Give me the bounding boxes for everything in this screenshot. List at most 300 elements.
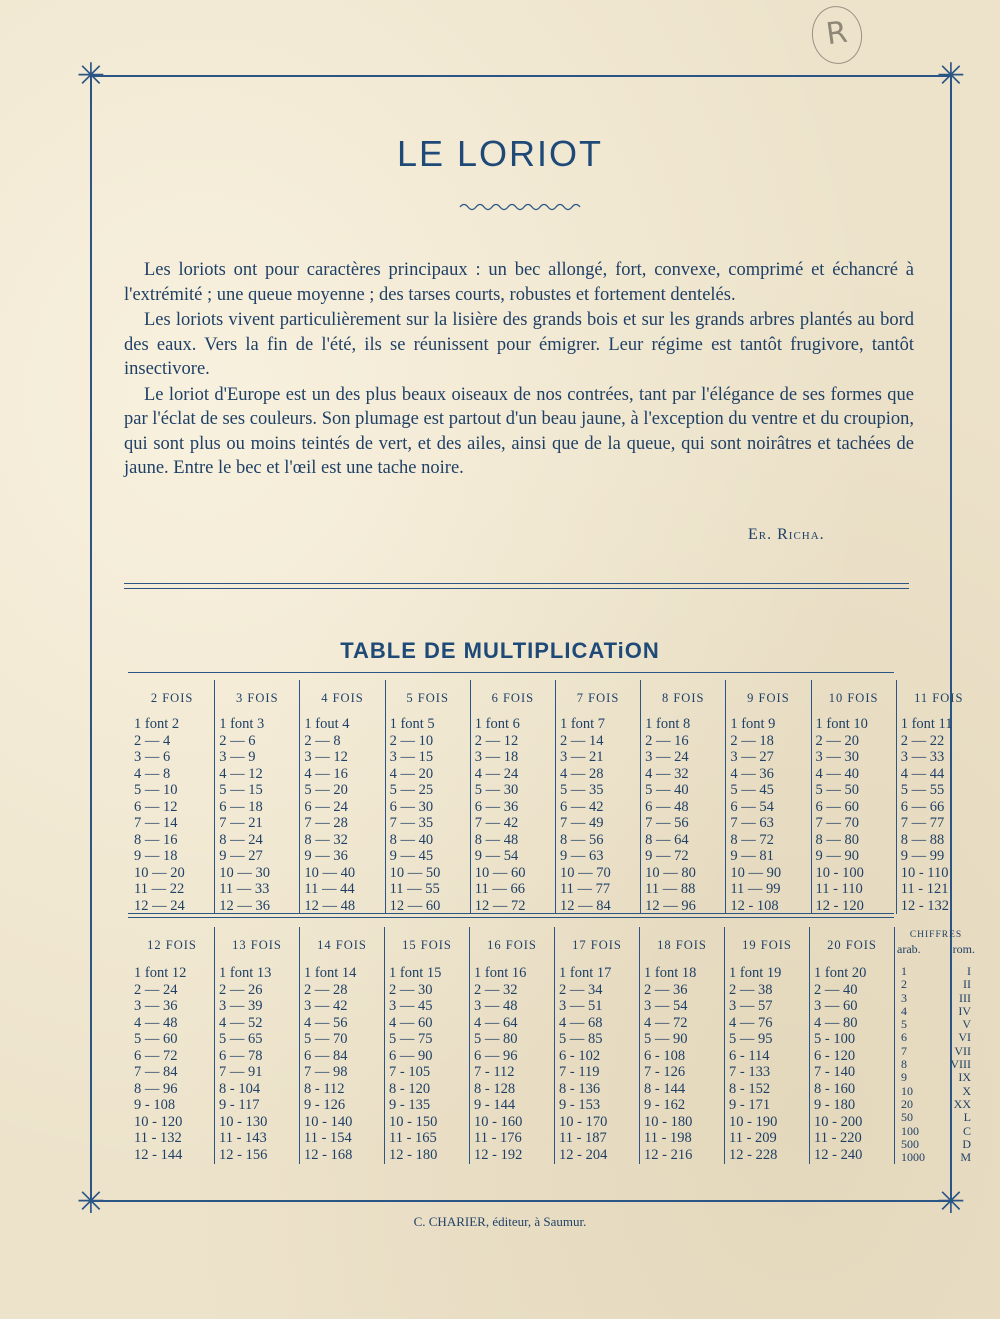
article-body xyxy=(124,258,914,482)
table-cell: 12 - 144 xyxy=(134,1146,183,1163)
table-cell: 2 — 40 xyxy=(814,981,858,998)
table-cell: 10 - 140 xyxy=(304,1113,353,1130)
table-cell: 6 - 114 xyxy=(729,1047,770,1064)
table-column xyxy=(385,965,470,1164)
table-cell: 5 — 85 xyxy=(559,1031,603,1047)
roman-number: V xyxy=(962,1017,971,1032)
table-cell: 11 - 209 xyxy=(729,1130,777,1146)
table-cell: 5 — 35 xyxy=(559,782,604,798)
table-cell: 6 — 12 xyxy=(134,798,178,815)
table-cell: 7 - 112 xyxy=(474,1064,515,1080)
table-cell: 7 — 56 xyxy=(645,815,689,831)
table-cell: 4 — 32 xyxy=(645,765,689,782)
roman-number: M xyxy=(960,1150,971,1165)
table-cell: 11 — 55 xyxy=(389,881,440,897)
table-cell: 10 - 130 xyxy=(219,1113,268,1130)
table-cell: 2 — 20 xyxy=(815,732,859,749)
roman-row xyxy=(901,1111,971,1124)
column-header: 19 FOIS xyxy=(725,927,810,965)
table-cell: 10 - 180 xyxy=(644,1113,693,1130)
column-header: 8 FOIS xyxy=(641,680,726,716)
table-cell: 6 — 42 xyxy=(559,798,604,815)
separator-rule xyxy=(124,588,909,589)
column-header: 16 FOIS xyxy=(470,927,555,965)
table-cell: 7 — 63 xyxy=(730,815,774,831)
table-cell: 8 — 48 xyxy=(474,831,519,848)
table-cell: 9 - 180 xyxy=(814,1097,856,1113)
table-cell: 12 - 120 xyxy=(815,897,864,914)
table-cell: 11 - 187 xyxy=(559,1130,607,1146)
table-cell: 12 - 108 xyxy=(730,897,779,914)
table-cell: 7 — 42 xyxy=(474,815,519,831)
table-cell: 12 - 156 xyxy=(219,1146,268,1163)
arab-number: 7 xyxy=(901,1043,907,1058)
roman-row xyxy=(901,1071,971,1084)
arab-label: arab. xyxy=(897,942,921,956)
roman-number: II xyxy=(963,977,971,992)
table-cell: 6 - 120 xyxy=(814,1047,856,1064)
table-cell: 3 — 12 xyxy=(304,749,348,765)
table-cell: 11 - 121 xyxy=(900,881,949,897)
roman-number: III xyxy=(959,990,971,1005)
table-cell: 1 font 2 xyxy=(134,716,180,732)
table-cell: 11 - 132 xyxy=(134,1130,182,1146)
table-cell: 11 - 110 xyxy=(815,881,863,897)
table-cell: 4 — 64 xyxy=(474,1014,518,1031)
roman-number: D xyxy=(962,1136,971,1151)
table-cell: 10 — 40 xyxy=(304,864,356,881)
table-cell: 5 — 90 xyxy=(644,1031,688,1047)
table-cell: 11 - 198 xyxy=(644,1130,692,1146)
table-cell: 10 — 70 xyxy=(559,864,611,881)
table-cell: 2 — 10 xyxy=(389,732,434,749)
table-cell: 4 — 36 xyxy=(730,765,774,782)
table-cell: 6 — 90 xyxy=(389,1047,433,1064)
arab-number: 500 xyxy=(901,1136,919,1151)
corner-ornament-icon: ✳ xyxy=(936,1182,966,1222)
publisher-footer: C. CHARIER, éditeur, à Saumur. xyxy=(413,1214,587,1229)
table-cell: 5 — 95 xyxy=(729,1031,773,1047)
table-cell: 10 - 120 xyxy=(134,1113,183,1130)
table-cell: 3 — 54 xyxy=(644,998,688,1014)
table-cell: 9 — 27 xyxy=(219,848,263,864)
table-cell: 10 - 190 xyxy=(729,1113,778,1130)
archive-stamp: R xyxy=(808,3,866,67)
table-column xyxy=(130,965,215,1164)
column-header: 9 FOIS xyxy=(726,680,811,716)
table-column xyxy=(810,965,895,1164)
table-cell: 1 font 13 xyxy=(219,965,272,981)
table-cell: 11 — 88 xyxy=(645,881,696,897)
table-cell: 8 — 40 xyxy=(389,831,434,848)
table-cell: 12 — 72 xyxy=(474,897,526,914)
table-cell: 2 — 30 xyxy=(389,981,433,998)
arab-number: 5 xyxy=(901,1017,907,1032)
table-cell: 9 — 54 xyxy=(474,848,519,864)
table-column xyxy=(640,965,725,1164)
rom-label: rom. xyxy=(952,942,975,956)
roman-row xyxy=(901,1098,971,1111)
table-cell: 2 — 4 xyxy=(134,732,171,749)
table-cell: 7 — 84 xyxy=(134,1064,178,1080)
table-cell: 1 font 14 xyxy=(304,965,357,981)
table-cell: 1 font 7 xyxy=(559,716,606,732)
table-cell: 7 — 14 xyxy=(134,815,178,831)
column-header: 13 FOIS xyxy=(215,927,300,965)
table-cell: 6 — 96 xyxy=(474,1047,518,1064)
table-cell: 11 — 99 xyxy=(730,881,781,897)
arab-number: 100 xyxy=(901,1123,919,1138)
table-cell: 1 font 17 xyxy=(559,965,612,981)
table-cell: 3 — 36 xyxy=(134,998,178,1014)
table-cell: 12 - 192 xyxy=(474,1146,523,1163)
table-cell: 3 — 21 xyxy=(559,749,604,765)
roman-column xyxy=(895,965,978,1164)
table-cell: 2 — 38 xyxy=(729,981,773,998)
roman-row xyxy=(901,1018,971,1031)
multiplication-table-top xyxy=(130,680,981,914)
table-cell: 1 font 19 xyxy=(729,965,782,981)
roman-row xyxy=(901,1005,971,1018)
table-cell: 8 - 152 xyxy=(729,1080,771,1097)
table-cell: 4 — 68 xyxy=(559,1014,603,1031)
table-cell: 10 - 110 xyxy=(900,864,949,881)
table-cell: 4 — 76 xyxy=(729,1014,773,1031)
table-cell: 6 — 78 xyxy=(219,1047,263,1064)
table-cell: 7 - 140 xyxy=(814,1064,856,1080)
arab-number: 2 xyxy=(901,977,907,992)
table-cell: 3 — 15 xyxy=(389,749,434,765)
multiplication-title: TABLE DE MULTIPLICATiON xyxy=(340,638,660,663)
roman-number: X xyxy=(962,1083,971,1098)
table-cell: 5 — 60 xyxy=(134,1031,178,1047)
table-cell: 4 — 44 xyxy=(900,765,945,782)
table-cell: 5 - 100 xyxy=(814,1031,856,1047)
table-cell: 9 — 99 xyxy=(900,848,945,864)
column-header: 5 FOIS xyxy=(385,680,470,716)
table-cell: 7 — 91 xyxy=(219,1064,263,1080)
table-cell: 8 - 144 xyxy=(644,1080,686,1097)
roman-number: IV xyxy=(958,1003,971,1018)
roman-number: I xyxy=(967,965,971,978)
table-cell: 1 font 18 xyxy=(644,965,697,981)
table-cell: 11 - 220 xyxy=(814,1130,862,1146)
table-column xyxy=(300,965,385,1164)
table-cell: 9 - 171 xyxy=(729,1097,771,1113)
table-cell: 7 — 98 xyxy=(304,1064,348,1080)
table-cell: 12 - 132 xyxy=(900,897,950,914)
table-cell: 8 — 16 xyxy=(134,831,178,848)
author-signature: Er. Richa. xyxy=(748,526,825,543)
table-cell: 1 font 11 xyxy=(900,716,953,732)
table-cell: 8 - 104 xyxy=(219,1080,261,1097)
roman-number: XX xyxy=(953,1096,971,1111)
table-cell: 6 — 18 xyxy=(219,798,263,815)
table-cell: 7 - 126 xyxy=(644,1064,686,1080)
column-header: 17 FOIS xyxy=(555,927,640,965)
table-cell: 3 — 33 xyxy=(900,749,945,765)
table-cell: 6 — 54 xyxy=(730,798,774,815)
table-cell: 12 — 60 xyxy=(389,897,441,914)
paragraph: Le loriot d'Europe est un des plus beaux oiseaux de nos contrées, tant par l'élégance de ses formes que par l'éclat de ses couleurs. Son plumage est partout d'un beau jaune, à l'exception du ventre et du croupion, qui sont plus ou moins teintés de vert, et des ailes, ainsi que de la queue, qui sont noirâtres et tachées de jaune. Entre le bec et l'œil est une tache noire. xyxy=(124,384,914,478)
table-cell: 1 font 10 xyxy=(815,716,868,732)
table-cell: 7 — 28 xyxy=(304,815,348,831)
table-cell: 10 — 80 xyxy=(645,864,696,881)
table-cell: 4 — 52 xyxy=(219,1014,263,1031)
table-cell: 2 — 26 xyxy=(219,981,263,998)
arab-number: 8 xyxy=(901,1057,907,1072)
table-cell: 11 — 22 xyxy=(134,881,185,897)
table-cell: 9 — 45 xyxy=(389,848,434,864)
table-cell: 12 - 228 xyxy=(729,1146,778,1163)
table-cell: 1 fout 4 xyxy=(304,716,350,732)
table-cell: 8 — 88 xyxy=(900,831,945,848)
table-cell: 9 - 135 xyxy=(389,1097,431,1113)
table-cell: 11 — 44 xyxy=(304,881,355,897)
table-cell: 11 - 154 xyxy=(304,1130,352,1146)
table-cell: 9 - 117 xyxy=(219,1097,260,1113)
table-cell: 6 — 66 xyxy=(900,798,945,815)
table-cell: 5 — 30 xyxy=(474,782,519,798)
table-cell: 3 — 27 xyxy=(730,749,774,765)
table-column xyxy=(470,716,555,914)
table-cell: 5 — 65 xyxy=(219,1031,263,1047)
roman-row xyxy=(901,1058,971,1071)
column-header: 15 FOIS xyxy=(385,927,470,965)
column-header: 14 FOIS xyxy=(300,927,385,965)
table-column xyxy=(130,716,215,914)
arab-number: 3 xyxy=(901,990,907,1005)
arab-number: 1000 xyxy=(901,1150,925,1165)
roman-header xyxy=(895,927,978,965)
table-cell: 6 — 72 xyxy=(134,1047,178,1064)
roman-row xyxy=(901,1085,971,1098)
table-cell: 10 — 50 xyxy=(389,864,441,881)
title-flourish xyxy=(458,200,582,214)
arab-number: 10 xyxy=(901,1083,913,1098)
table-cell: 4 — 16 xyxy=(304,765,348,782)
table-column xyxy=(811,716,896,914)
table-column xyxy=(725,965,810,1164)
table-cell: 9 - 153 xyxy=(559,1097,601,1113)
column-header: 3 FOIS xyxy=(215,680,300,716)
table-cell: 9 - 162 xyxy=(644,1097,686,1113)
arab-number: 1 xyxy=(901,965,907,978)
table-cell: 8 — 80 xyxy=(815,831,859,848)
table-cell: 8 — 56 xyxy=(559,831,604,848)
table-cell: 4 — 56 xyxy=(304,1014,348,1031)
table-cell: 5 — 70 xyxy=(304,1031,348,1047)
table-column xyxy=(470,965,555,1164)
table-cell: 10 — 30 xyxy=(219,864,270,881)
table-cell: 5 — 50 xyxy=(815,782,859,798)
column-header: 20 FOIS xyxy=(810,927,895,965)
table-cell: 9 - 108 xyxy=(134,1097,176,1113)
table-cell: 9 — 72 xyxy=(645,848,689,864)
table-cell: 8 - 136 xyxy=(559,1080,601,1097)
table-cell: 3 — 48 xyxy=(474,998,518,1014)
table-cell: 10 - 170 xyxy=(559,1113,608,1130)
table-cell: 6 — 30 xyxy=(389,798,434,815)
table-cell: 10 — 90 xyxy=(730,864,782,881)
table-cell: 1 font 3 xyxy=(219,716,265,732)
table-cell: 9 — 18 xyxy=(134,848,178,864)
table-middle-rule xyxy=(128,917,894,918)
paragraph: Les loriots ont pour caractères principaux : un bec allongé, fort, convexe, comprimé et échancré à l'extrémité ; une queue moyenne ; des tarses courts, robustes et fortement dentelés. xyxy=(124,260,914,305)
roman-number: VIII xyxy=(950,1057,971,1072)
table-cell: 2 — 18 xyxy=(730,732,774,749)
table-cell: 11 - 143 xyxy=(219,1130,267,1146)
paragraph: Les loriots vivent particulièrement sur la lisière des grands bois et sur les grands arbres plantés au bord des eaux. Vers la fin de l'été, ils se réunissent pour émigrer. Leur régime est tantôt frugivore, tantôt insectivore. xyxy=(124,310,914,379)
column-header: 6 FOIS xyxy=(470,680,555,716)
table-cell: 2 — 16 xyxy=(645,732,689,749)
roman-number: L xyxy=(963,1110,971,1125)
roman-row xyxy=(901,992,971,1005)
table-cell: 8 - 112 xyxy=(304,1080,345,1097)
table-cell: 5 — 80 xyxy=(474,1031,518,1047)
arab-number: 50 xyxy=(901,1110,913,1125)
table-top-rule xyxy=(128,672,894,673)
table-cell: 3 — 18 xyxy=(474,749,519,765)
table-cell: 9 — 63 xyxy=(559,848,604,864)
table-column xyxy=(726,716,811,914)
table-cell: 1 font 8 xyxy=(645,716,691,732)
table-cell: 4 — 60 xyxy=(389,1014,433,1031)
table-column xyxy=(555,716,640,914)
table-cell: 2 — 28 xyxy=(304,981,348,998)
table-cell: 2 — 32 xyxy=(474,981,518,998)
table-cell: 2 — 6 xyxy=(219,732,256,749)
table-cell: 3 — 6 xyxy=(134,749,171,765)
corner-ornament-icon: ✳ xyxy=(936,56,966,96)
table-cell: 5 — 45 xyxy=(730,782,774,798)
roman-row xyxy=(901,1138,971,1151)
table-cell: 2 — 22 xyxy=(900,732,945,749)
multiplication-table-bottom xyxy=(130,927,977,1164)
table-cell: 10 - 160 xyxy=(474,1113,523,1130)
table-cell: 8 — 96 xyxy=(134,1080,178,1097)
table-cell: 9 — 81 xyxy=(730,848,774,864)
roman-number: C xyxy=(962,1123,971,1138)
table-cell: 10 — 20 xyxy=(134,864,185,881)
table-cell: 2 — 12 xyxy=(474,732,519,749)
table-cell: 6 — 24 xyxy=(304,798,348,815)
table-cell: 4 — 80 xyxy=(814,1014,858,1031)
table-cell: 5 — 25 xyxy=(389,782,434,798)
table-cell: 12 — 36 xyxy=(219,897,270,914)
table-cell: 8 — 64 xyxy=(645,831,689,848)
table-cell: 1 font 15 xyxy=(389,965,442,981)
table-cell: 6 - 102 xyxy=(559,1047,601,1064)
table-cell: 8 - 128 xyxy=(474,1080,516,1097)
roman-row xyxy=(901,978,971,991)
table-cell: 3 — 42 xyxy=(304,998,348,1014)
table-cell: 1 font 5 xyxy=(389,716,435,732)
column-header: 18 FOIS xyxy=(640,927,725,965)
table-cell: 7 - 133 xyxy=(729,1064,771,1080)
table-cell: 12 — 48 xyxy=(304,897,356,914)
table-cell: 5 — 75 xyxy=(389,1031,433,1047)
table-cell: 2 — 8 xyxy=(304,732,341,749)
table-cell: 4 — 12 xyxy=(219,765,263,782)
table-cell: 8 — 24 xyxy=(219,831,263,848)
table-cell: 12 — 96 xyxy=(645,897,696,914)
page-title: LE LORIOT xyxy=(396,133,604,174)
table-cell: 12 - 180 xyxy=(389,1146,438,1163)
table-cell: 1 font 20 xyxy=(814,965,867,981)
table-cell: 1 font 16 xyxy=(474,965,527,981)
table-cell: 11 — 66 xyxy=(474,881,525,897)
table-cell: 1 font 6 xyxy=(474,716,520,732)
table-cell: 9 - 144 xyxy=(474,1097,516,1113)
table-column xyxy=(385,716,470,914)
roman-row xyxy=(901,1031,971,1044)
table-cell: 3 — 9 xyxy=(219,749,256,765)
table-cell: 10 - 200 xyxy=(814,1113,863,1130)
table-cell: 3 — 39 xyxy=(219,998,263,1014)
table-cell: 10 - 100 xyxy=(815,864,864,881)
table-cell: 9 - 126 xyxy=(304,1097,346,1113)
table-cell: 12 - 168 xyxy=(304,1146,353,1163)
table-cell: 7 — 70 xyxy=(815,815,859,831)
table-cell: 4 — 8 xyxy=(134,765,171,782)
table-cell: 7 — 21 xyxy=(219,815,263,831)
table-column xyxy=(215,965,300,1164)
table-cell: 10 - 150 xyxy=(389,1113,438,1130)
table-cell: 2 — 36 xyxy=(644,981,688,998)
arab-number: 6 xyxy=(901,1030,907,1045)
column-header: 2 FOIS xyxy=(150,691,194,705)
roman-row xyxy=(901,1151,971,1164)
table-cell: 8 - 120 xyxy=(389,1080,431,1097)
table-cell: 12 - 240 xyxy=(814,1146,863,1163)
table-cell: 4 — 20 xyxy=(389,765,434,782)
table-cell: 3 — 45 xyxy=(389,998,433,1014)
table-cell: 4 — 24 xyxy=(474,765,519,782)
roman-subheader xyxy=(897,941,975,957)
column-header: 10 FOIS xyxy=(811,680,896,716)
arab-number: 20 xyxy=(901,1096,913,1111)
table-cell: 6 — 84 xyxy=(304,1047,348,1064)
table-cell: 7 - 119 xyxy=(559,1064,600,1080)
table-cell: 12 — 24 xyxy=(134,897,185,914)
table-cell: 3 — 30 xyxy=(815,749,859,765)
table-cell: 3 — 24 xyxy=(645,749,689,765)
table-cell: 11 — 77 xyxy=(559,881,611,897)
table-cell: 12 — 84 xyxy=(559,897,611,914)
table-cell: 4 — 72 xyxy=(644,1014,688,1031)
table-cell: 7 - 105 xyxy=(389,1064,431,1080)
roman-number: IX xyxy=(958,1070,971,1085)
table-cell: 4 — 48 xyxy=(134,1014,178,1031)
table-cell: 12 - 204 xyxy=(559,1146,608,1163)
table-cell: 12 - 216 xyxy=(644,1146,693,1163)
column-header: 11 FOIS xyxy=(896,680,981,716)
table-cell: 6 — 36 xyxy=(474,798,519,815)
table-cell: 8 — 32 xyxy=(304,831,348,848)
table-cell: 8 — 72 xyxy=(730,831,774,848)
table-cell: 11 — 33 xyxy=(219,881,270,897)
table-cell: 4 — 28 xyxy=(559,765,604,782)
arab-number: 4 xyxy=(901,1003,907,1018)
table-cell: 5 — 55 xyxy=(900,782,945,798)
roman-row xyxy=(901,965,971,978)
corner-ornament-icon: ✳ xyxy=(76,56,106,96)
table-column xyxy=(555,965,640,1164)
corner-ornament-icon: ✳ xyxy=(76,1182,106,1222)
table-cell: 2 — 24 xyxy=(134,981,178,998)
table-cell: 8 - 160 xyxy=(814,1080,856,1097)
